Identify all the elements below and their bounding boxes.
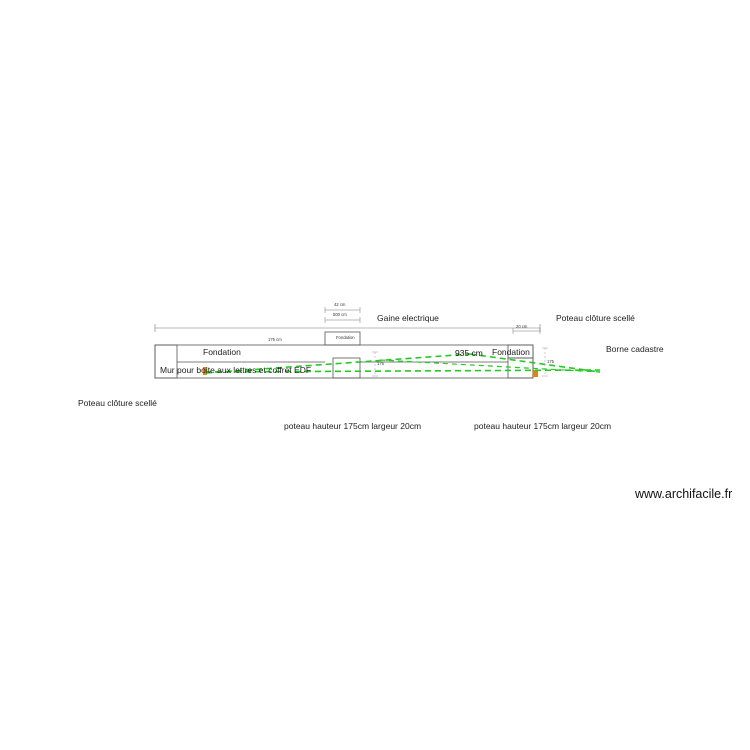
- dim-right-vertical: 175: [547, 359, 554, 364]
- dim-left-chain: 175 cm: [268, 337, 282, 342]
- label-poteau-cloture-scelle-top: Poteau clôture scellé: [556, 313, 635, 323]
- watermark: www.archifacile.fr: [635, 487, 733, 501]
- boundary-line-green-seg2: [470, 354, 600, 372]
- label-fondation-left: Fondation: [203, 347, 241, 357]
- label-fondation-right: Fondation: [492, 347, 530, 357]
- label-poteau-2: poteau hauteur 175cm largeur 20cm: [474, 421, 612, 431]
- dim-mid-vertical: 175: [377, 361, 384, 366]
- label-mur-boite-lettres: Mur pour boite aux lettres et coffret EDF: [160, 365, 312, 375]
- label-poteau-1: poteau hauteur 175cm largeur 20cm: [284, 421, 422, 431]
- label-gaine-electrique: Gaine electrique: [377, 313, 439, 323]
- label-mesure-935: 935 cm: [455, 348, 483, 358]
- label-poteau-cloture-scelle-bottom: Poteau clôture scellé: [78, 398, 157, 408]
- dim-small-top-1: 42 cm: [334, 302, 346, 307]
- label-borne-cadastre: Borne cadastre: [606, 344, 664, 354]
- pillar-mid: [333, 358, 360, 378]
- dim-small-top-2: 500 cm: [333, 312, 347, 317]
- dim-right-top-1: 20 cm: [516, 324, 528, 329]
- dim-small-top-3: Fondation: [336, 335, 355, 340]
